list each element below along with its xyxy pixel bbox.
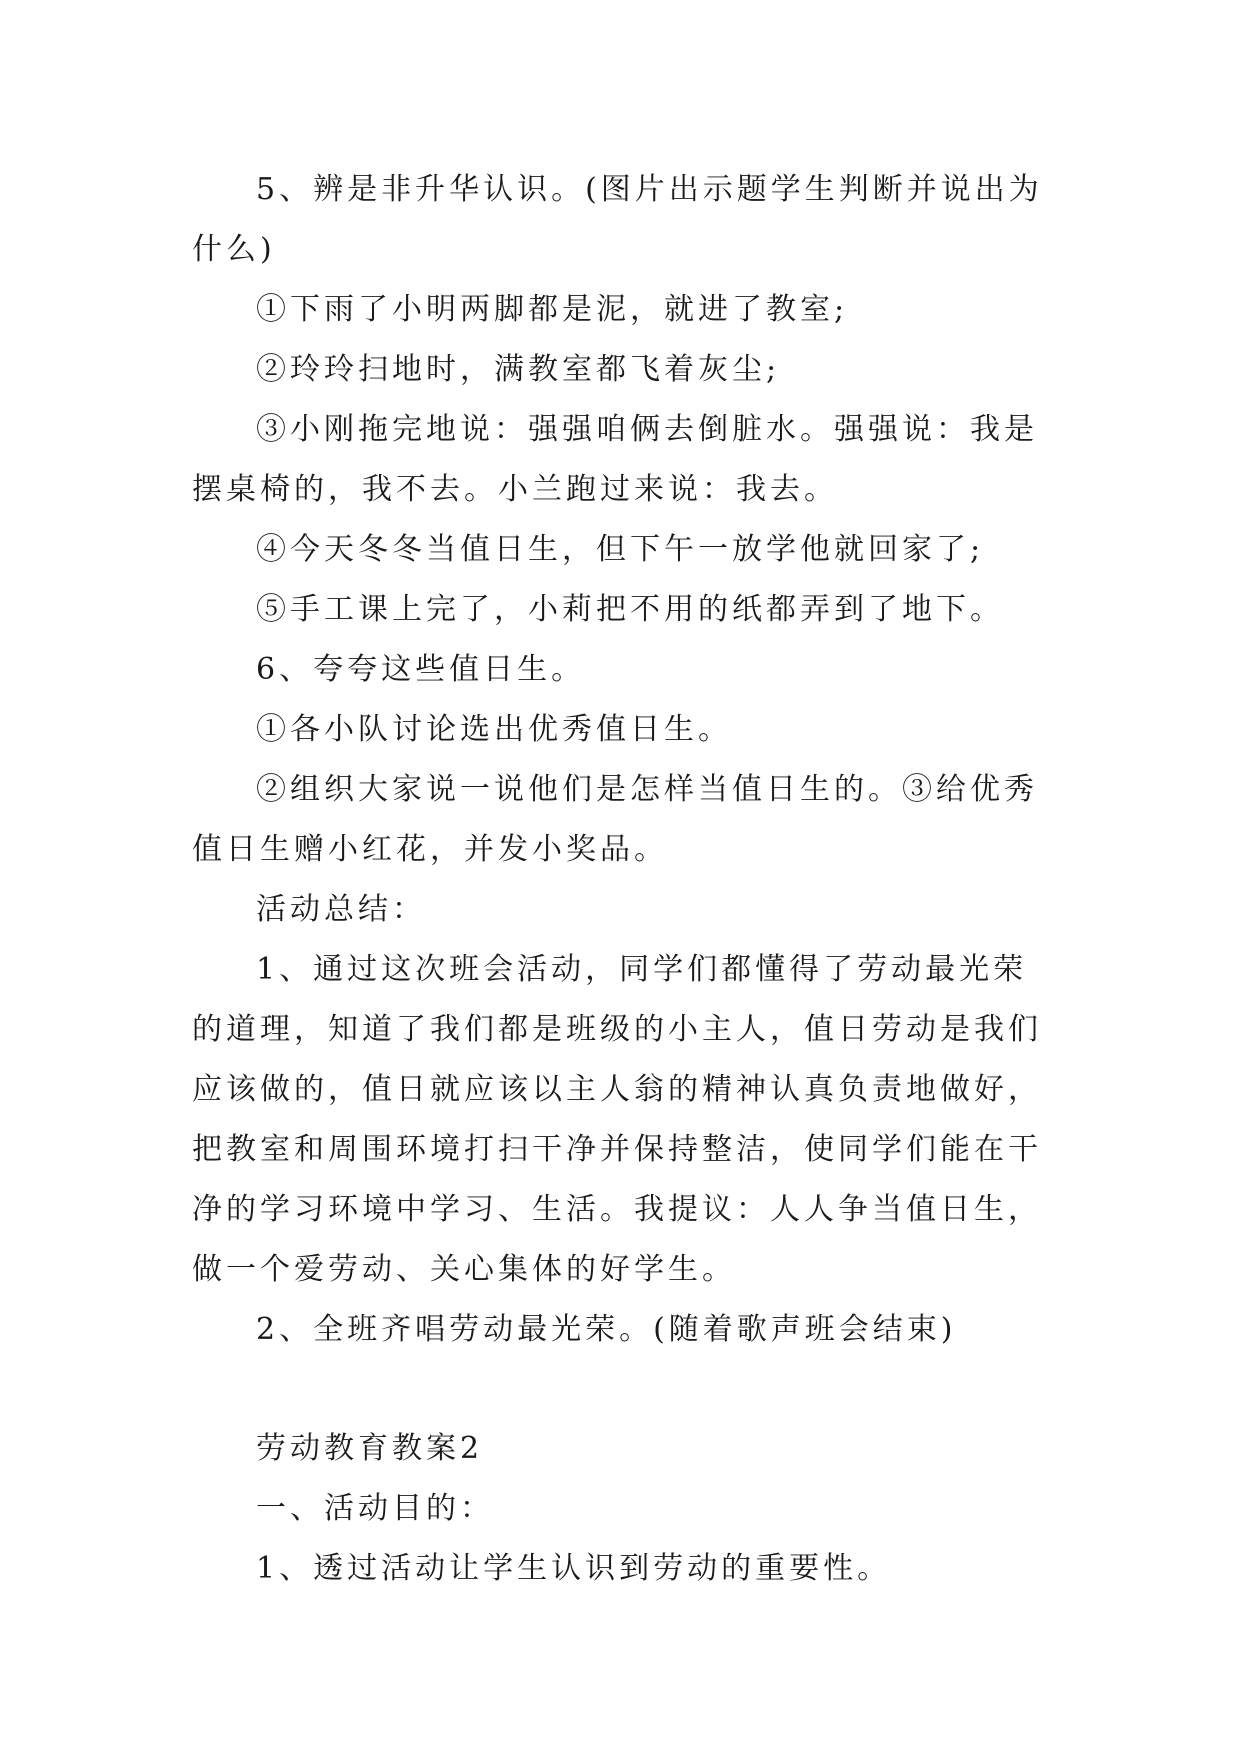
list-item-6-1: ①各小队讨论选出优秀值日生。 bbox=[256, 712, 732, 747]
list-item-3: ③小刚拖完地说：强强咱俩去倒脏水。强强说：我是摆桌椅的，我不去。小兰跑过来说：我去。 bbox=[192, 412, 1038, 507]
summary-heading: 活动总结： bbox=[256, 892, 426, 927]
section-title: 劳动教育教案2 bbox=[256, 1431, 484, 1466]
list-item-1: ①下雨了小明两脚都是泥，就进了教室; bbox=[256, 292, 849, 327]
section-gap bbox=[192, 1360, 1050, 1419]
list-item-2: ②玲玲扫地时，满教室都飞着灰尘; bbox=[256, 352, 781, 387]
list-item-4: ④今天冬冬当值日生，但下午一放学他就回家了; bbox=[256, 532, 985, 567]
list-item-6-2: ②组织大家说一说他们是怎样当值日生的。③给优秀值日生赠小红花，并发小奖品。 bbox=[192, 772, 1038, 867]
summary-point-1: 1、通过这次班会活动，同学们都懂得了劳动最光荣的道理，知道了我们都是班级的小主人，值日劳动是我们应该做的，值日就应该以主人翁的精神认真负责地做好，把教室和周围环境打扫干净并保持整洁，使同学们能在干净的学习环境中学习、生活。我提议：人人争当值日生，做一个爱劳动、关心集体的好学生。 bbox=[192, 952, 1042, 1287]
paragraph-item-5: 5、辨是非升华认识。(图片出示题学生判断并说出为什么) bbox=[192, 172, 1043, 267]
list-item-5: ⑤手工课上完了，小莉把不用的纸都弄到了地下。 bbox=[256, 592, 1004, 627]
summary-point-2: 2、全班齐唱劳动最光荣。(随着歌声班会结束) bbox=[256, 1312, 957, 1347]
activity-purpose-heading: 一、活动目的： bbox=[256, 1491, 494, 1526]
document-page bbox=[192, 160, 1050, 1599]
activity-purpose-point-1: 1、透过活动让学生认识到劳动的重要性。 bbox=[256, 1551, 892, 1586]
paragraph-item-6: 6、夸夸这些值日生。 bbox=[256, 652, 586, 687]
